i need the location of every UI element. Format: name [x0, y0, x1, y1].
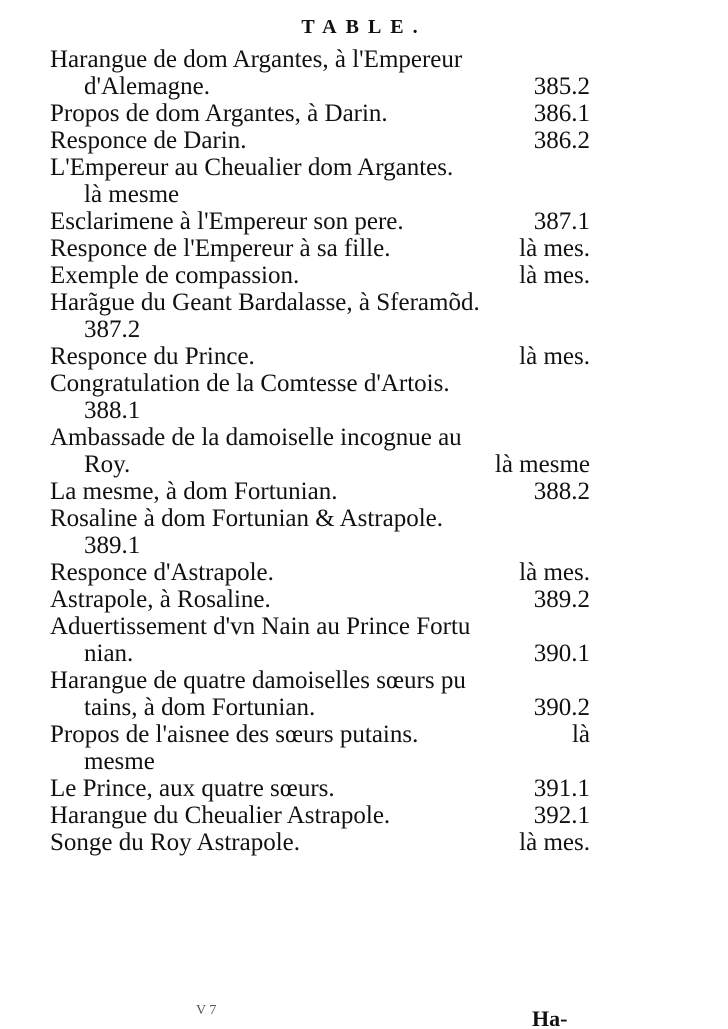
toc-entry: [50, 424, 590, 451]
entry-page: 388.2: [533, 478, 590, 505]
signature-mark: V 7: [196, 1003, 217, 1018]
entry-title: Le Prince, aux quatre sœurs.: [50, 775, 335, 802]
toc-entry: [50, 100, 590, 127]
entry-title: Aduertissement d'vn Nain au Prince Fortu: [50, 613, 471, 640]
entry-title: Responce d'Astrapole.: [50, 559, 274, 586]
entry-title: Rosaline à dom Fortunian & Astrapole.: [50, 505, 444, 532]
toc-entry: [50, 721, 590, 748]
entry-title: Songe du Roy Astrapole.: [50, 829, 300, 856]
entry-title: Harãgue du Geant Bardalasse, à Sferamõd.: [50, 289, 480, 316]
page-title: TABLE.: [301, 16, 427, 38]
toc-entry: [50, 748, 590, 775]
toc-entry: [50, 667, 590, 694]
entry-title: L'Empereur au Cheualier dom Argantes.: [50, 154, 454, 181]
entry-title: mesme: [84, 748, 155, 775]
toc-entry: [50, 46, 590, 73]
toc-entry: [50, 181, 590, 208]
entry-page: [580, 181, 590, 208]
entry-title: Responce de Darin.: [50, 127, 247, 154]
toc-entry: [50, 370, 590, 397]
entry-page: 386.2: [533, 127, 590, 154]
toc-entry: [50, 586, 590, 613]
entry-title: Roy.: [84, 451, 131, 478]
toc-entry: [50, 451, 590, 478]
toc-entry: [50, 775, 590, 802]
entry-page: là mesme: [494, 451, 590, 478]
toc-entry: [50, 235, 590, 262]
toc-entry: [50, 478, 590, 505]
entry-title: Harangue de quatre damoiselles sœurs pu: [50, 667, 466, 694]
toc-entry: [50, 262, 590, 289]
entry-page: [580, 505, 590, 532]
entry-page: 392.1: [533, 802, 590, 829]
entry-page: 390.2: [533, 694, 590, 721]
entry-title: Responce de l'Empereur à sa fille.: [50, 235, 391, 262]
entry-title: tains, à dom Fortunian.: [84, 694, 316, 721]
entry-page: là mes.: [519, 262, 590, 289]
entry-page: [580, 289, 590, 316]
entry-page: là mes.: [519, 829, 590, 856]
entry-page: là: [571, 721, 590, 748]
toc-entry: [50, 613, 590, 640]
toc-entry: [50, 208, 590, 235]
entry-title: là mesme: [84, 181, 180, 208]
toc-entry: [50, 316, 590, 343]
entry-page: [580, 532, 590, 559]
entry-title: Propos de dom Argantes, à Darin.: [50, 100, 388, 127]
toc-entry: [50, 532, 590, 559]
entry-page: [580, 316, 590, 343]
toc-entry: [50, 289, 590, 316]
entry-page: [580, 46, 590, 73]
entry-page: 389.2: [533, 586, 590, 613]
entry-page: là mes.: [519, 343, 590, 370]
toc-entry: [50, 802, 590, 829]
toc-entry: [50, 829, 590, 856]
entry-page: [580, 667, 590, 694]
toc-entry: [50, 559, 590, 586]
entry-title: Propos de l'aisnee des sœurs putains.: [50, 721, 419, 748]
entry-page: 391.1: [533, 775, 590, 802]
entry-page: là mes.: [519, 559, 590, 586]
entry-title: Responce du Prince.: [50, 343, 255, 370]
entry-page: [580, 154, 590, 181]
entry-page: 387.1: [533, 208, 590, 235]
toc-entry: [50, 73, 590, 100]
toc-entry: [50, 505, 590, 532]
entry-page: 385.2: [533, 73, 590, 100]
entry-title: Harangue de dom Argantes, à l'Empereur: [50, 46, 463, 73]
entry-title: Astrapole, à Rosaline.: [50, 586, 271, 613]
entry-title: 389.1: [84, 532, 141, 559]
entry-page: 390.1: [533, 640, 590, 667]
toc-entry: [50, 343, 590, 370]
toc-entry: [50, 127, 590, 154]
entry-title: Ambassade de la damoiselle incognue au: [50, 424, 462, 451]
entry-title: Esclarimene à l'Empereur son pere.: [50, 208, 404, 235]
entry-page: là mes.: [519, 235, 590, 262]
entry-title: La mesme, à dom Fortunian.: [50, 478, 338, 505]
entry-title: nian.: [84, 640, 134, 667]
entry-title: Exemple de compassion.: [50, 262, 300, 289]
entry-page: 386.1: [533, 100, 590, 127]
entry-page: [580, 748, 590, 775]
entry-title: 388.1: [84, 397, 141, 424]
entry-page: [580, 613, 590, 640]
toc-entry: [50, 397, 590, 424]
entry-page: [580, 397, 590, 424]
entry-title: 387.2: [84, 316, 141, 343]
catchword: Ha-: [532, 1006, 568, 1029]
entry-title: d'Alemagne.: [84, 73, 210, 100]
toc-entry: [50, 640, 590, 667]
entry-page: [580, 370, 590, 397]
entry-title: Harangue du Cheualier Astrapole.: [50, 802, 391, 829]
toc-entry: [50, 694, 590, 721]
table-of-contents: [50, 46, 590, 856]
toc-entry: [50, 154, 590, 181]
entry-title: Congratulation de la Comtesse d'Artois.: [50, 370, 450, 397]
entry-page: [580, 424, 590, 451]
